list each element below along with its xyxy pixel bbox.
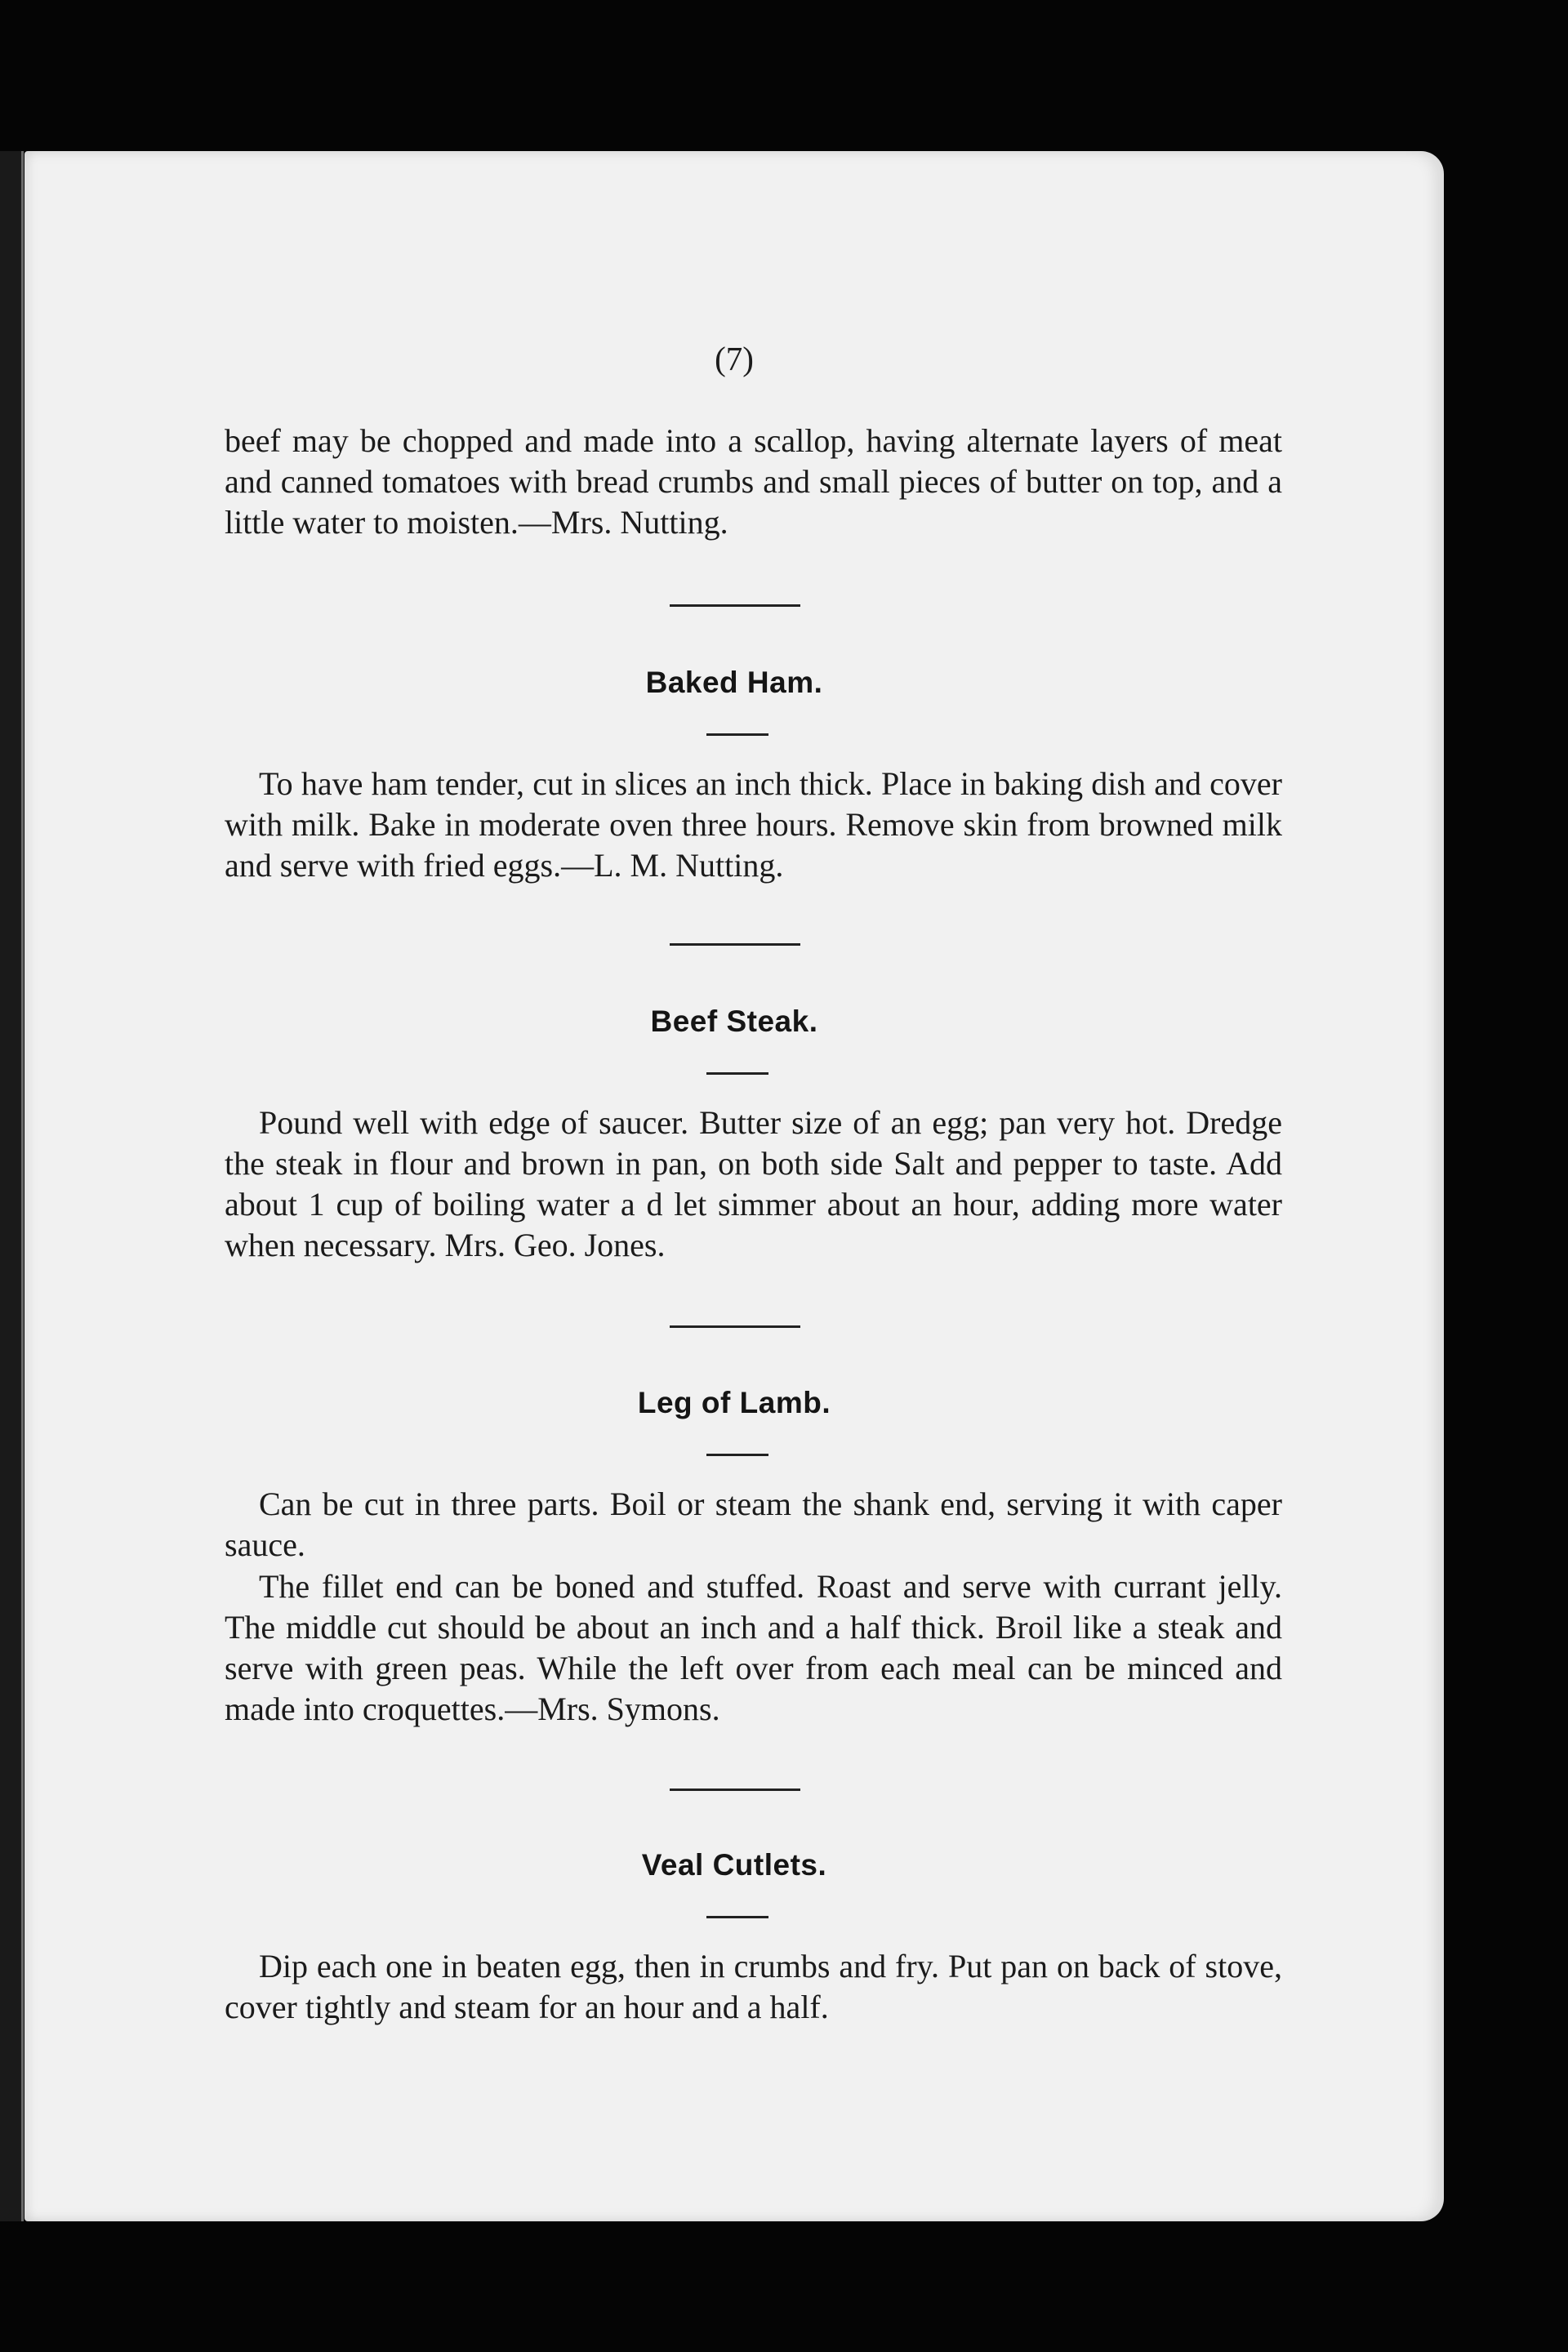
recipe-body-baked-ham: To have ham tender, cut in slices an inch thick. Place in baking dish and cover with milk. Bake in moderate oven three hours. Remove skin from browned milk and serve with fried eggs.—L. M. Nutting. [225, 765, 1282, 884]
section-divider [670, 1325, 800, 1328]
page-number: (7) [715, 340, 754, 377]
title-underline [706, 1072, 768, 1075]
book-spine-edge [0, 151, 24, 2221]
recipe-title-beef-steak: Beef Steak. [650, 1004, 818, 1038]
section-divider [670, 1788, 800, 1791]
title-underline [706, 1454, 768, 1456]
intro-paragraph: beef may be chopped and made into a scallop, having alternate layers of meat and canned tomatoes with bread crumbs and small pieces of butter on top, and a little water to moisten.—Mrs. Nutting. [225, 422, 1282, 541]
recipe-body-leg-of-lamb-2: The fillet end can be boned and stuffed. Roast and serve with currant jelly. The middle cut should be about an inch and a half thick. Broil like a steak and serve with green peas. While the left over from each meal can be minced and made into croquettes.—Mrs. Symons. [225, 1568, 1282, 1727]
recipe-body-leg-of-lamb-1: Can be cut in three parts. Boil or steam the shank end, serving it with caper sauce. [225, 1486, 1282, 1563]
recipe-body-beef-steak: Pound well with edge of saucer. Butter size of an egg; pan very hot. Dredge the steak in flour and brown in pan, on both side Salt and pepper to taste. Add about 1 cup of boiling water a d let simmer about an hour, adding more water when necessary. Mrs. Geo. Jones. [225, 1104, 1282, 1263]
title-underline [706, 1916, 768, 1918]
section-divider [670, 943, 800, 946]
recipe-body-veal-cutlets: Dip each one in beaten egg, then in crumbs and fry. Put pan on back of stove, cover tightly and steam for an hour and a half. [225, 1948, 1282, 2025]
section-divider [670, 604, 800, 607]
title-underline [706, 733, 768, 736]
recipe-title-veal-cutlets: Veal Cutlets. [641, 1848, 827, 1882]
recipe-title-baked-ham: Baked Ham. [645, 666, 823, 699]
book-page [24, 151, 1444, 2221]
recipe-title-leg-of-lamb: Leg of Lamb. [637, 1386, 831, 1419]
